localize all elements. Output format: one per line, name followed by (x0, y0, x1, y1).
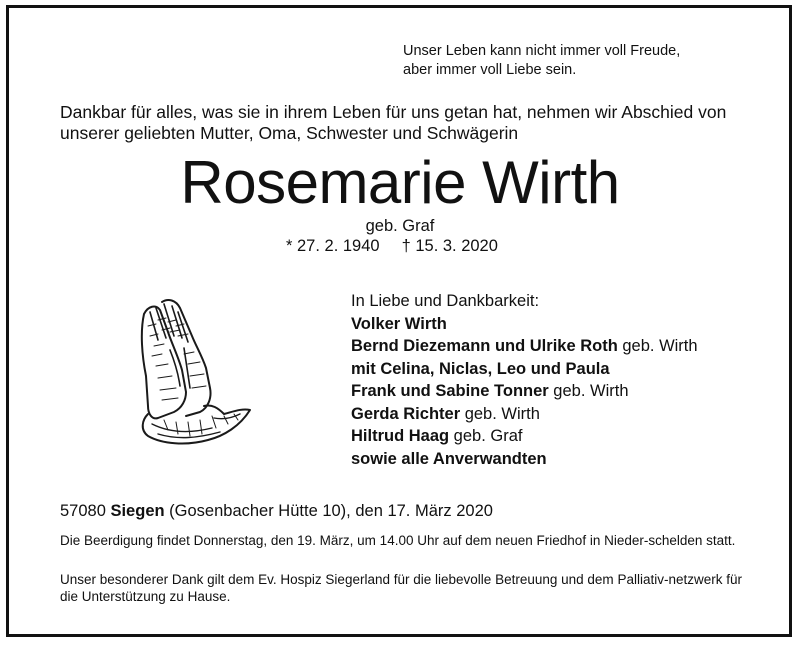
maiden-name: geb. Graf (365, 217, 435, 235)
intro-line: unserer geliebten Mutter, Oma, Schwester und Schwägerin (60, 123, 519, 143)
mourner-name: Bernd Diezemann und Ulrike Roth (351, 337, 618, 355)
praying-hands-icon (128, 296, 256, 448)
motto (403, 42, 680, 80)
deceased-name: Rosemarie Wirth (180, 149, 620, 216)
mourner-entry (351, 335, 698, 358)
death-date: † 15. 3. 2020 (401, 237, 498, 255)
mourner-suffix: geb. Wirth (460, 404, 540, 423)
address-date: (Gosenbacher Hütte 10), den 17. März 2020 (164, 502, 493, 520)
life-dates (286, 236, 498, 256)
funeral-note: Die Beerdigung findet Donnerstag, den 19. März, um 14.00 Uhr auf dem neuen Friedhof in Nieder-schelden statt. (60, 533, 736, 548)
mourner-name: Frank und Sabine Tonner (351, 382, 549, 400)
thanks-note: Unser besonderer Dank gilt dem Ev. Hospiz Siegerland für die liebevolle Betreuung und dem Palliativ-netzwerk für die Unterstützung zu Hause. (60, 572, 742, 604)
motto-line: Unser Leben kann nicht immer voll Freude, (403, 43, 681, 59)
mourner-name: mit Celina, Niclas, Leo und Paula (351, 359, 610, 378)
city: Siegen (110, 502, 165, 520)
mourner-name: Hiltrud Haag (351, 427, 450, 445)
mourners-list (351, 290, 698, 470)
birth-date: * 27. 2. 1940 (286, 237, 380, 255)
mourner-name: Volker Wirth (351, 314, 447, 333)
mourner-entry (351, 358, 698, 381)
mourner-entry (351, 425, 698, 448)
mourner-entry (351, 313, 698, 336)
mourner-suffix: geb. Wirth (548, 382, 629, 400)
mourner-entry (351, 403, 698, 426)
postal-code: 57080 (60, 502, 111, 520)
mourner-suffix: geb. Wirth (617, 337, 698, 355)
mourner-entry (351, 380, 698, 403)
motto-line: aber immer voll Liebe sein. (403, 62, 577, 78)
mourners-heading: In Liebe und Dankbarkeit: (351, 292, 540, 310)
intro-text (60, 102, 760, 144)
mourner-name: sowie alle Anverwandten (351, 449, 547, 468)
place-and-date (60, 501, 493, 521)
mourner-suffix: geb. Graf (449, 427, 523, 445)
mourner-name: Gerda Richter (351, 404, 461, 423)
intro-line: Dankbar für alles, was sie in ihrem Leben für uns getan hat, nehmen wir Abschied von (60, 102, 727, 122)
mourner-entry (351, 448, 698, 471)
